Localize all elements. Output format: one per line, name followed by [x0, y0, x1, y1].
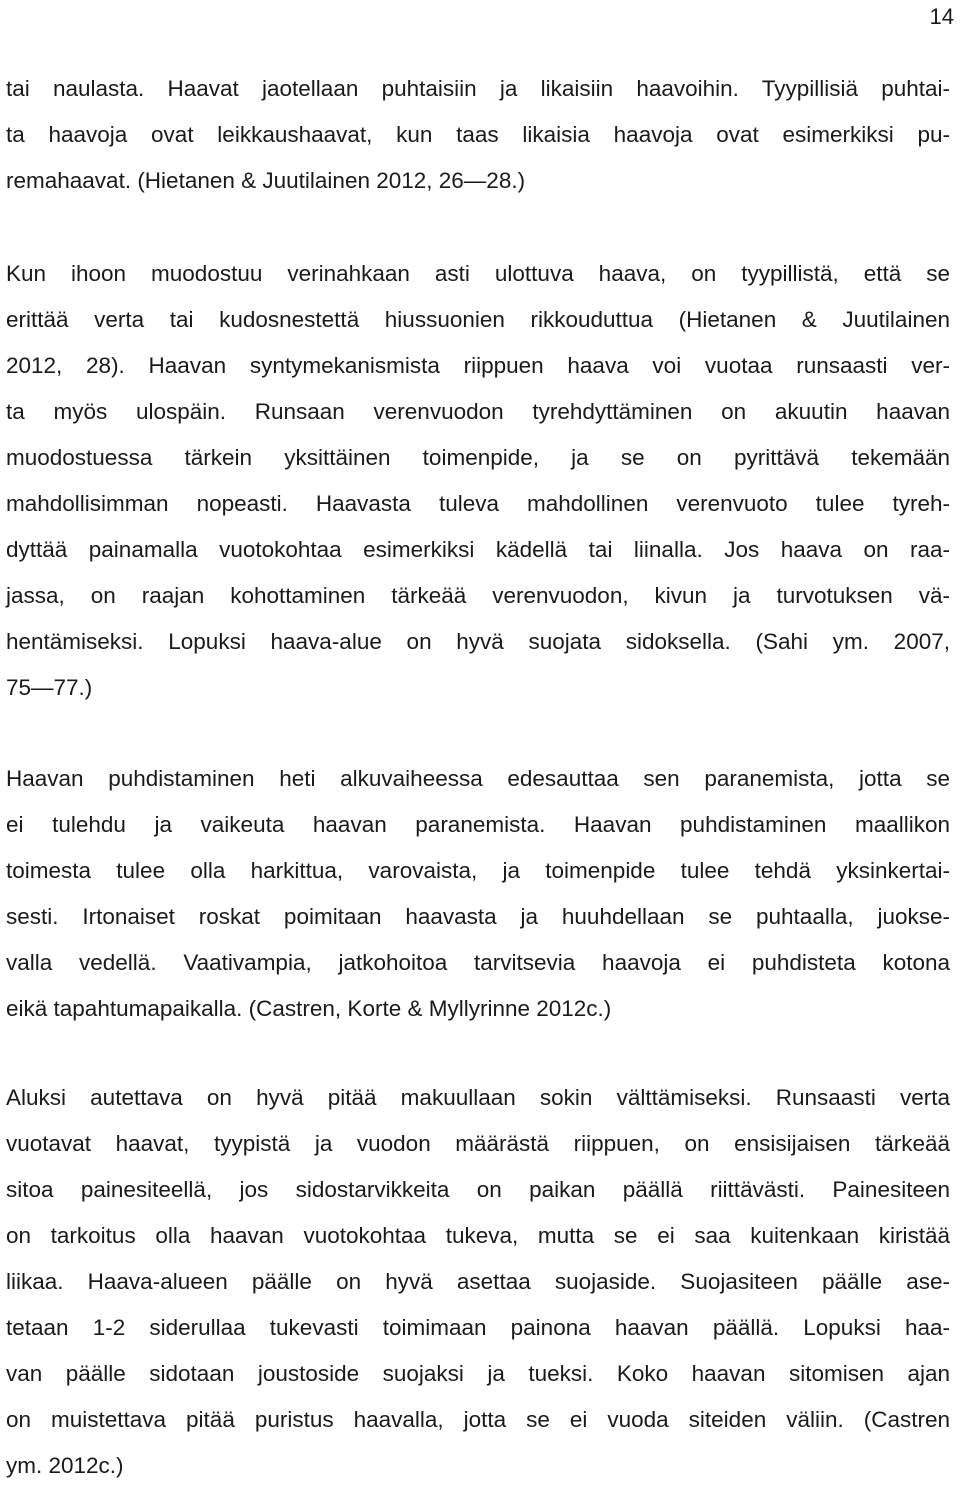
text-line: on tarkoitus olla haavan vuotokohtaa tukeva, mutta se ei saa kuitenkaan kiristää — [6, 1223, 950, 1248]
paragraph-wound-types — [6, 66, 950, 204]
text-line: on muistettava pitää puristus haavalla, jotta se ei vuoda siteiden väliin. (Castren — [6, 1407, 950, 1432]
text-line: liikaa. Haava-alueen päälle on hyvä asettaa suojaside. Suojasiteen päälle ase- — [6, 1269, 950, 1294]
page-number: 14 — [929, 4, 954, 29]
text-line: Aluksi autettava on hyvä pitää makuullaan sokin välttämiseksi. Runsaasti verta — [6, 1085, 950, 1110]
text-line: toimesta tulee olla harkittua, varovaista, ja toimenpide tulee tehdä yksinkertai- — [6, 858, 950, 883]
text-line: dyttää painamalla vuotokohtaa esimerkiksi kädellä tai liinalla. Jos haava on raa- — [6, 537, 950, 562]
text-line: ei tulehdu ja vaikeuta haavan paranemista. Haavan puhdistaminen maallikon — [6, 812, 950, 837]
text-line: erittää verta tai kudosnestettä hiussuonien rikkouduttua (Hietanen & Juutilainen — [6, 307, 950, 332]
text-line: Haavan puhdistaminen heti alkuvaiheessa edesauttaa sen paranemista, jotta se — [6, 766, 950, 791]
text-line: ym. 2012c.) — [6, 1453, 124, 1478]
text-line: Kun ihoon muodostuu verinahkaan asti ulottuva haava, on tyypillistä, että se — [6, 261, 950, 286]
paragraph-bandaging — [6, 1075, 950, 1489]
text-line: van päälle sidotaan joustoside suojaksi ja tueksi. Koko haavan sitomisen ajan — [6, 1361, 950, 1386]
text-line: jassa, on raajan kohottaminen tärkeää verenvuodon, kivun ja turvotuksen vä- — [6, 583, 950, 608]
text-line: sesti. Irtonaiset roskat poimitaan haavasta ja huuhdellaan se puhtaalla, juokse- — [6, 904, 950, 929]
text-line: muodostuessa tärkein yksittäinen toimenpide, ja se on pyrittävä tekemään — [6, 445, 950, 470]
text-line: vuotavat haavat, tyypistä ja vuodon määrästä riippuen, on ensisijaisen tärkeää — [6, 1131, 950, 1156]
text-line: mahdollisimman nopeasti. Haavasta tuleva mahdollinen verenvuoto tulee tyreh- — [6, 491, 950, 516]
text-line: hentämiseksi. Lopuksi haava-alue on hyvä suojata sidoksella. (Sahi ym. 2007, — [6, 629, 950, 654]
paragraph-cleaning — [6, 756, 950, 1032]
text-line: tetaan 1-2 siderullaa tukevasti toimimaan painona haavan päällä. Lopuksi haa- — [6, 1315, 950, 1340]
text-line: sitoa painesiteellä, jos sidostarvikkeita on paikan päällä riittävästi. Painesiteen — [6, 1177, 950, 1202]
text-line: remahaavat. (Hietanen & Juutilainen 2012, 26—28.) — [6, 168, 526, 193]
text-line: tai naulasta. Haavat jaotellaan puhtaisiin ja likaisiin haavoihin. Tyypillisiä puhtai- — [6, 76, 950, 101]
text-line: ta myös ulospäin. Runsaan verenvuodon tyrehdyttäminen on akuutin haavan — [6, 399, 950, 424]
text-line: ta haavoja ovat leikkaushaavat, kun taas likaisia haavoja ovat esimerkiksi pu- — [6, 122, 950, 147]
text-line: eikä tapahtumapaikalla. (Castren, Korte & Myllyrinne 2012c.) — [6, 996, 612, 1021]
text-line: 2012, 28). Haavan syntymekanismista riippuen haava voi vuotaa runsaasti ver- — [6, 353, 950, 378]
text-line: valla vedellä. Vaativampia, jatkohoitoa tarvitsevia haavoja ei puhdisteta kotona — [6, 950, 950, 975]
text-line: 75—77.) — [6, 675, 93, 700]
paragraph-bleeding — [6, 251, 950, 711]
